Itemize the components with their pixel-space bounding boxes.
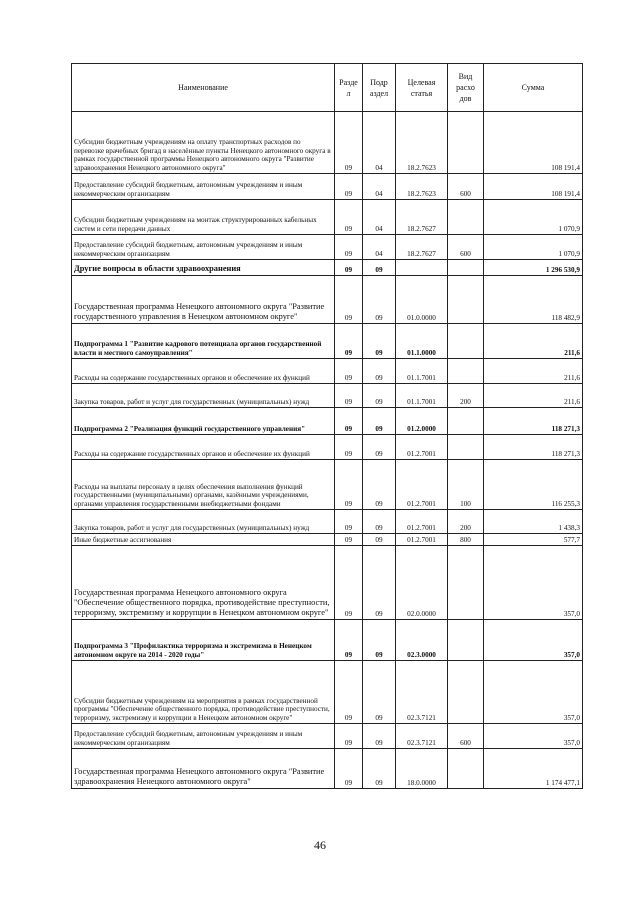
row-vid: 100 [448, 460, 484, 510]
row-name: Закупка товаров, работ и услуг для государственных (муниципальных) нужд [72, 510, 335, 534]
row-name: Другие вопросы в области здравоохранения [72, 260, 335, 276]
row-podrazdel: 09 [363, 661, 396, 724]
row-summa: 108 191,4 [484, 112, 583, 174]
table-row [72, 460, 583, 510]
row-name: Субсидии бюджетным учреждениям на мероприятия в рамках государственной программы "Обеспечение общественного порядка, противодействие преступности, терроризму, экстремизму и коррупции в Ненецком автономном округе" [72, 661, 335, 724]
table-row [72, 174, 583, 200]
row-statya: 02.3.7121 [396, 661, 448, 724]
row-razdel: 09 [335, 510, 363, 534]
row-name: Субсидии бюджетным учреждениям на оплату транспортных расходов по перевозке врачебных бригад в населённые пункты Ненецкого автономного округа в рамках государственной программы Ненецкого автономного округа "Развитие здравоохранения Ненецкого автономного округа" [72, 112, 335, 174]
row-summa: 118 482,9 [484, 276, 583, 324]
row-summa: 211,6 [484, 359, 583, 384]
row-summa: 1 174 477,1 [484, 749, 583, 789]
table-row [72, 200, 583, 235]
row-razdel: 09 [335, 749, 363, 789]
row-name: Подпрограмма 1 "Развитие кадрового потенциала органов государственной власти и местного самоуправления" [72, 324, 335, 359]
table-row [72, 235, 583, 260]
row-razdel: 09 [335, 620, 363, 661]
row-razdel: 09 [335, 661, 363, 724]
row-statya: 01.0.0000 [396, 276, 448, 324]
row-razdel: 09 [335, 546, 363, 620]
row-razdel: 09 [335, 174, 363, 200]
row-podrazdel: 04 [363, 235, 396, 260]
header-podrazdel: Подр аздел [363, 64, 396, 112]
row-statya: 01.2.7001 [396, 435, 448, 460]
row-statya: 18.0.0000 [396, 749, 448, 789]
table-row [72, 384, 583, 408]
row-summa: 357,0 [484, 724, 583, 749]
row-podrazdel: 09 [363, 510, 396, 534]
row-razdel: 09 [335, 534, 363, 546]
row-statya: 18.2.7623 [396, 174, 448, 200]
row-podrazdel: 09 [363, 460, 396, 510]
table-row [72, 276, 583, 324]
row-podrazdel: 09 [363, 359, 396, 384]
row-razdel: 09 [335, 276, 363, 324]
table-row [72, 534, 583, 546]
table-row [72, 620, 583, 661]
row-vid [448, 435, 484, 460]
row-statya: 01.1.7001 [396, 384, 448, 408]
row-statya: 01.1.7001 [396, 359, 448, 384]
row-vid: 200 [448, 384, 484, 408]
row-vid [448, 620, 484, 661]
row-name: Государственная программа Ненецкого автономного округа "Развитие государственного управления в Ненецком автономном округе" [72, 276, 335, 324]
table-row [72, 260, 583, 276]
table-row [72, 359, 583, 384]
row-podrazdel: 09 [363, 276, 396, 324]
row-statya: 18.2.7627 [396, 235, 448, 260]
table-row [72, 510, 583, 534]
row-name: Расходы на выплаты персоналу в целях обеспечения выполнения функций государственными (муниципальными) органами, казёнными учреждениями, органами управления государственными внебюджетными фондами [72, 460, 335, 510]
row-vid: 600 [448, 724, 484, 749]
row-razdel: 09 [335, 408, 363, 435]
row-name: Расходы на содержание государственных органов и обеспечение их функций [72, 435, 335, 460]
row-statya: 01.2.7001 [396, 460, 448, 510]
row-statya: 01.2.7001 [396, 534, 448, 546]
row-podrazdel: 09 [363, 408, 396, 435]
row-summa: 211,6 [484, 384, 583, 408]
row-summa: 108 191,4 [484, 174, 583, 200]
row-summa: 1 296 530,9 [484, 260, 583, 276]
row-name: Предоставление субсидий бюджетным, автономным учреждениям и иным некоммерческим организациям [72, 235, 335, 260]
row-statya: 01.2.7001 [396, 510, 448, 534]
row-summa: 1 070,9 [484, 200, 583, 235]
row-name: Иные бюджетные ассигнования [72, 534, 335, 546]
row-statya: 01.1.0000 [396, 324, 448, 359]
header-statya: Целевая статья [396, 64, 448, 112]
row-vid [448, 260, 484, 276]
table-row [72, 112, 583, 174]
row-vid [448, 661, 484, 724]
row-podrazdel: 09 [363, 620, 396, 661]
row-razdel: 09 [335, 260, 363, 276]
row-vid [448, 276, 484, 324]
table-row [72, 408, 583, 435]
row-podrazdel: 09 [363, 384, 396, 408]
row-vid [448, 200, 484, 235]
header-vid: Вид расхо дов [448, 64, 484, 112]
row-statya: 01.2.0000 [396, 408, 448, 435]
row-podrazdel: 04 [363, 112, 396, 174]
row-summa: 118 271,3 [484, 408, 583, 435]
row-summa: 118 271,3 [484, 435, 583, 460]
row-podrazdel: 09 [363, 546, 396, 620]
row-razdel: 09 [335, 384, 363, 408]
row-name: Предоставление субсидий бюджетным, автономным учреждениям и иным некоммерческим организациям [72, 174, 335, 200]
header-summa: Сумма [484, 64, 583, 112]
row-summa: 1 438,3 [484, 510, 583, 534]
row-summa: 357,0 [484, 620, 583, 661]
page-number: 46 [314, 838, 326, 852]
budget-table [71, 63, 583, 789]
header-razdel: Разде л [335, 64, 363, 112]
row-vid: 200 [448, 510, 484, 534]
row-name: Субсидии бюджетным учреждениям на монтаж структурированных кабельных систем и сети передачи данных [72, 200, 335, 235]
row-podrazdel: 09 [363, 749, 396, 789]
row-name: Закупка товаров, работ и услуг для государственных (муниципальных) нужд [72, 384, 335, 408]
row-name: Подпрограмма 2 "Реализация функций государственного управления" [72, 408, 335, 435]
row-vid: 600 [448, 235, 484, 260]
row-podrazdel: 09 [363, 534, 396, 546]
row-vid: 600 [448, 174, 484, 200]
row-podrazdel: 09 [363, 435, 396, 460]
row-podrazdel: 04 [363, 200, 396, 235]
row-razdel: 09 [335, 200, 363, 235]
row-razdel: 09 [335, 324, 363, 359]
row-summa: 577,7 [484, 534, 583, 546]
row-name: Государственная программа Ненецкого автономного округа "Развитие здравоохранения Ненецкого автономного округа" [72, 749, 335, 789]
header-name: Наименование [72, 64, 335, 112]
row-name: Расходы на содержание государственных органов и обеспечение их функций [72, 359, 335, 384]
budget-table-container [71, 63, 582, 789]
row-summa: 357,0 [484, 661, 583, 724]
table-header-row [72, 64, 583, 112]
row-razdel: 09 [335, 435, 363, 460]
row-vid [448, 324, 484, 359]
row-podrazdel: 09 [363, 260, 396, 276]
row-statya: 18.2.7627 [396, 200, 448, 235]
row-vid [448, 408, 484, 435]
row-statya: 02.3.0000 [396, 620, 448, 661]
row-vid: 800 [448, 534, 484, 546]
row-vid [448, 749, 484, 789]
row-name: Подпрограмма 3 "Профилактика терроризма и экстремизма в Ненецком автономном округе на 2014 - 2020 годы" [72, 620, 335, 661]
row-summa: 211,6 [484, 324, 583, 359]
row-summa: 1 070,9 [484, 235, 583, 260]
row-podrazdel: 09 [363, 324, 396, 359]
row-summa: 116 255,3 [484, 460, 583, 510]
row-podrazdel: 09 [363, 724, 396, 749]
row-razdel: 09 [335, 235, 363, 260]
table-row [72, 324, 583, 359]
table-row [72, 661, 583, 724]
row-statya: 02.0.0000 [396, 546, 448, 620]
table-row [72, 749, 583, 789]
row-podrazdel: 04 [363, 174, 396, 200]
row-summa: 357,0 [484, 546, 583, 620]
row-vid [448, 546, 484, 620]
row-name: Государственная программа Ненецкого автономного округа "Обеспечение общественного порядка, противодействие преступности, терроризму, экстремизму и коррупции в Ненецком автономном округе" [72, 546, 335, 620]
row-statya: 18.2.7623 [396, 112, 448, 174]
table-row [72, 435, 583, 460]
row-name: Предоставление субсидий бюджетным, автономным учреждениям и иным некоммерческим организациям [72, 724, 335, 749]
row-vid [448, 359, 484, 384]
table-row [72, 546, 583, 620]
row-vid [448, 112, 484, 174]
row-razdel: 09 [335, 724, 363, 749]
row-razdel: 09 [335, 112, 363, 174]
row-statya: 02.3.7121 [396, 724, 448, 749]
row-razdel: 09 [335, 359, 363, 384]
row-statya [396, 260, 448, 276]
row-razdel: 09 [335, 460, 363, 510]
table-row [72, 724, 583, 749]
